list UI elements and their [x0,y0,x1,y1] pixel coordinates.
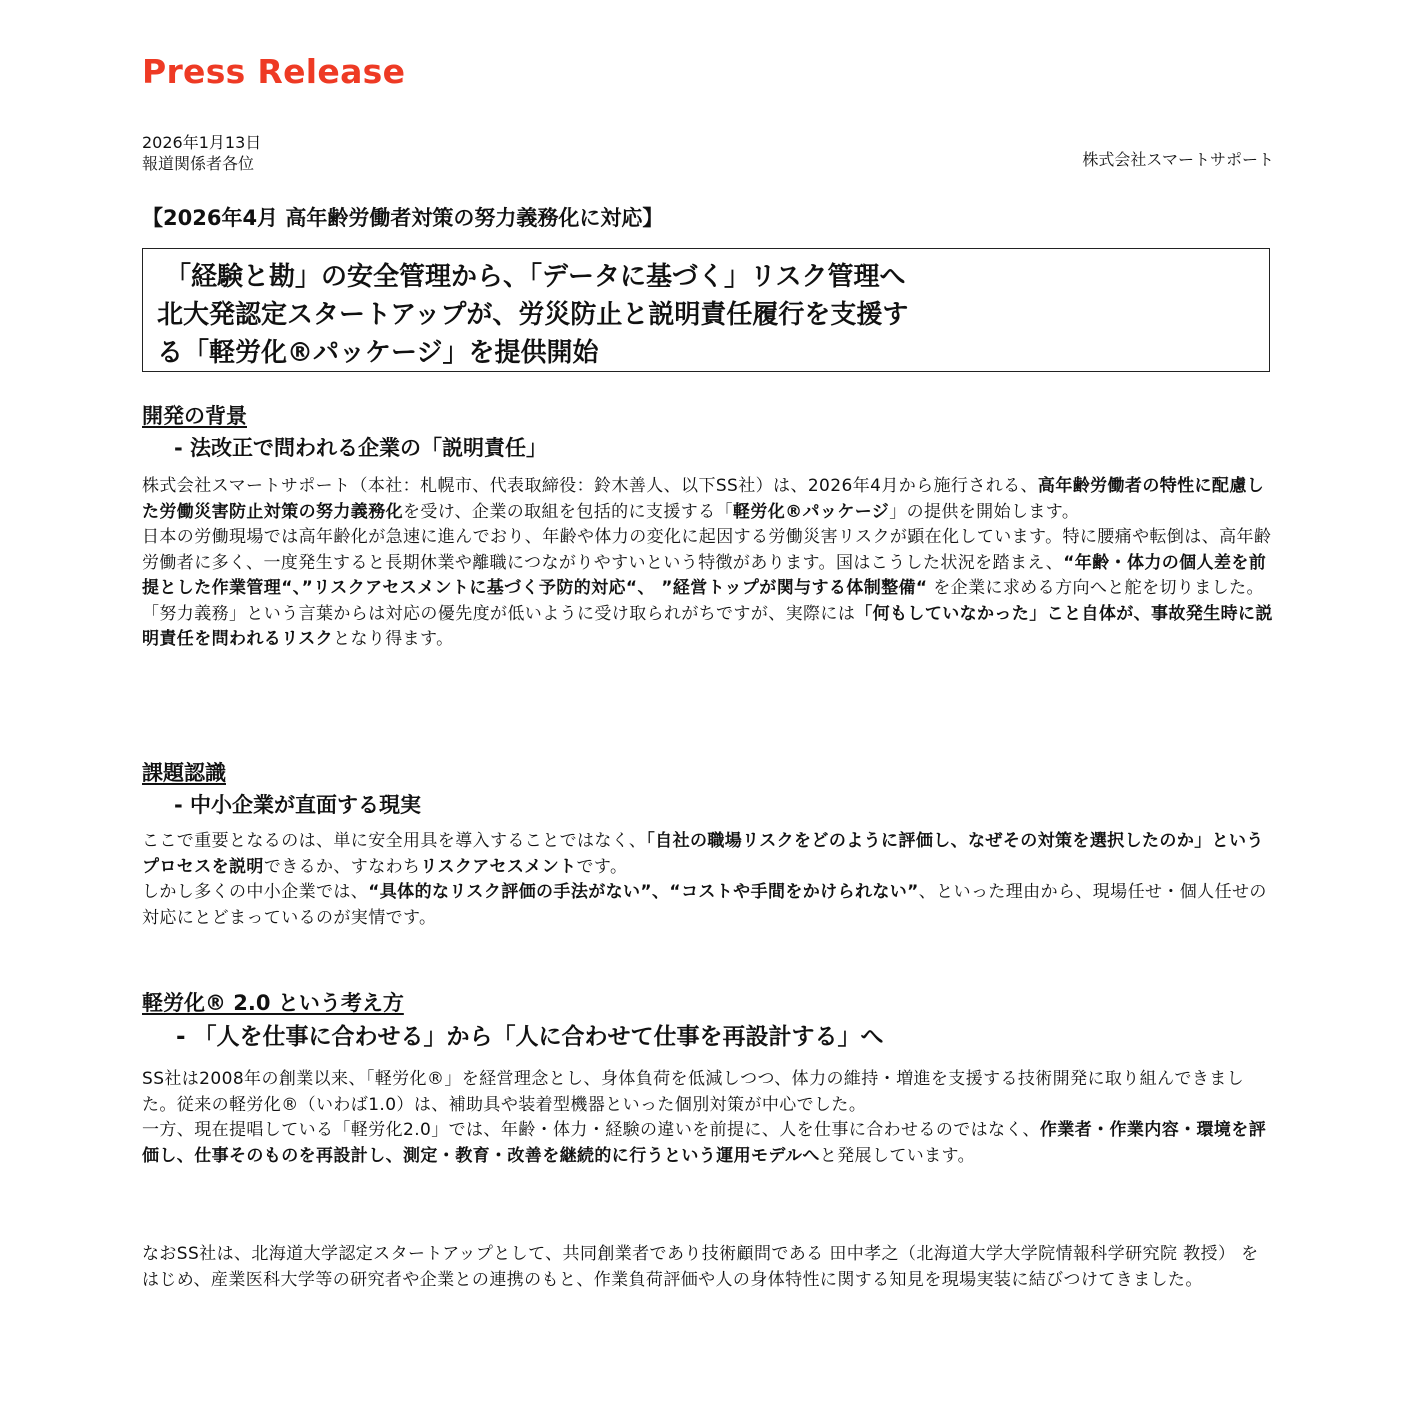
section-background-body [142,474,1274,653]
paragraph: SS社は2008年の創業以来、「軽労化®」を経営理念とし、身体負荷を低減しつつ、体力の維持・増進を支援する技術開発に取り組んできました。従来の軽労化®（いわば1.0）は、補助具や装着型機器といった個別対策が中心でした。 [142,1069,1245,1115]
section-heading-issues: 課題認識 [142,761,226,785]
emphasis: 作業者・作業内容・環境を評価し、仕事そのものを再設計し、測定・教育・改善を継続的に行うという運用モデルへ [142,1120,1267,1166]
paragraph: 株式会社スマートサポート（本社：札幌市、代表取締役：鈴木善人、以下SS社）は、2026年4月から施行される、高年齢労働者の特性に配慮した労働災害防止対策の努力義務化を受け、企業の取組を包括的に支援する「軽労化®パッケージ」の提供を開始します。 [142,476,1265,522]
title-line-1: 「経験と勘」の安全管理から、「データに基づく」リスク管理へ [165,262,906,292]
tagline: 【2026年4月 高年齢労働者対策の努力義務化に対応】 [142,206,664,230]
paragraph: 日本の労働現場では高年齢化が急速に進んでおり、年齢や体力の変化に起因する労働災害リスクが顕在化しています。特に腰痛や転倒は、高年齢労働者に多く、一度発生すると長期休業や離職につながりやすいという特徴があります。国はこうした状況を踏まえ、“年齢・体力の個人差を前提とした作業管理“、”リスクアセスメントに基づく予防的対応“、 ”経営トップが関与する体制整備“ を企業に求める方向へと舵を切りました。「努力義務」という言葉からは対応の優先度が低いように受け取られがちですが、実際には「何もしていなかった」こと自体が、事故発生時に説明責任を問われるリスクとなり得ます。 [142,527,1273,649]
paragraph: しかし多くの中小企業では、“具体的なリスク評価の手法がない”、“コストや手間をかけられない”、といった理由から、現場任せ・個人任せの対応にとどまっているのが実情です。 [142,882,1267,928]
paragraph: なおSS社は、北海道大学認定スタートアップとして、共同創業者であり技術顧問である 田中孝之（北海道大学大学院情報科学研究院 教授） をはじめ、産業医科大学等の研究者や企業との連携のもと、作業負荷評価や人の身体特性に関する知見を現場実装に結びつけてきました。 [142,1244,1259,1290]
paragraph: 一方、現在提唱している「軽労化2.0」では、年齢・体力・経験の違いを前提に、人を仕事に合わせるのではなく、作業者・作業内容・環境を評価し、仕事そのものを再設計し、測定・教育・改善を継続的に行うという運用モデルへと発展しています。 [142,1120,1267,1166]
emphasis: 軽労化®パッケージ [732,501,890,522]
emphasis: “年齢・体力の個人差を前提とした作業管理“、”リスクアセスメントに基づく予防的対応“、 ”経営トップが関与する体制整備“ [142,552,1267,598]
section-concept-closing [142,1242,1274,1293]
emphasis: 「何もしていなかった」こと自体が、事故発生時に説明責任を問われるリスク [142,603,1273,649]
release-date: 2026年1月13日 [142,133,262,152]
section-concept-body [142,1067,1274,1169]
title-line-2: 北大発認定スタートアップが、労災防止と説明責任履行を支援す [157,300,909,330]
title-box [142,248,1270,372]
section-issues-body [142,829,1274,931]
section-heading-background: 開発の背景 [142,404,247,428]
section-subheading-background: - 法改正で問われる企業の「説明責任」 [174,436,548,460]
audience-line: 報道関係者各位 [142,154,255,173]
title-line-3: る「軽労化®パッケージ」を提供開始 [157,338,599,368]
emphasis: リスクアセスメント [420,856,577,877]
company-name: 株式会社スマートサポート [1082,150,1274,169]
paragraph: ここで重要となるのは、単に安全用具を導入することではなく、「自社の職場リスクをどのように評価し、なぜその対策を選択したのか」というプロセスを説明できるか、すなわちリスクアセスメントです。 [142,831,1264,877]
emphasis: 「自社の職場リスクをどのように評価し、なぜその対策を選択したのか」というプロセスを説明 [142,831,1264,877]
section-subheading-issues: - 中小企業が直面する現実 [174,793,422,817]
section-subheading-concept: - 「人を仕事に合わせる」から「人に合わせて仕事を再設計する」へ [176,1024,884,1050]
emphasis: 高年齢労働者の特性に配慮した労働災害防止対策の努力義務化 [142,476,1265,522]
section-heading-concept: 軽労化® 2.0 という考え方 [142,991,404,1015]
emphasis: “具体的なリスク評価の手法がない”、“コストや手間をかけられない” [368,882,919,902]
meta-block [142,132,1274,174]
press-release-brand: Press Release [142,52,406,91]
